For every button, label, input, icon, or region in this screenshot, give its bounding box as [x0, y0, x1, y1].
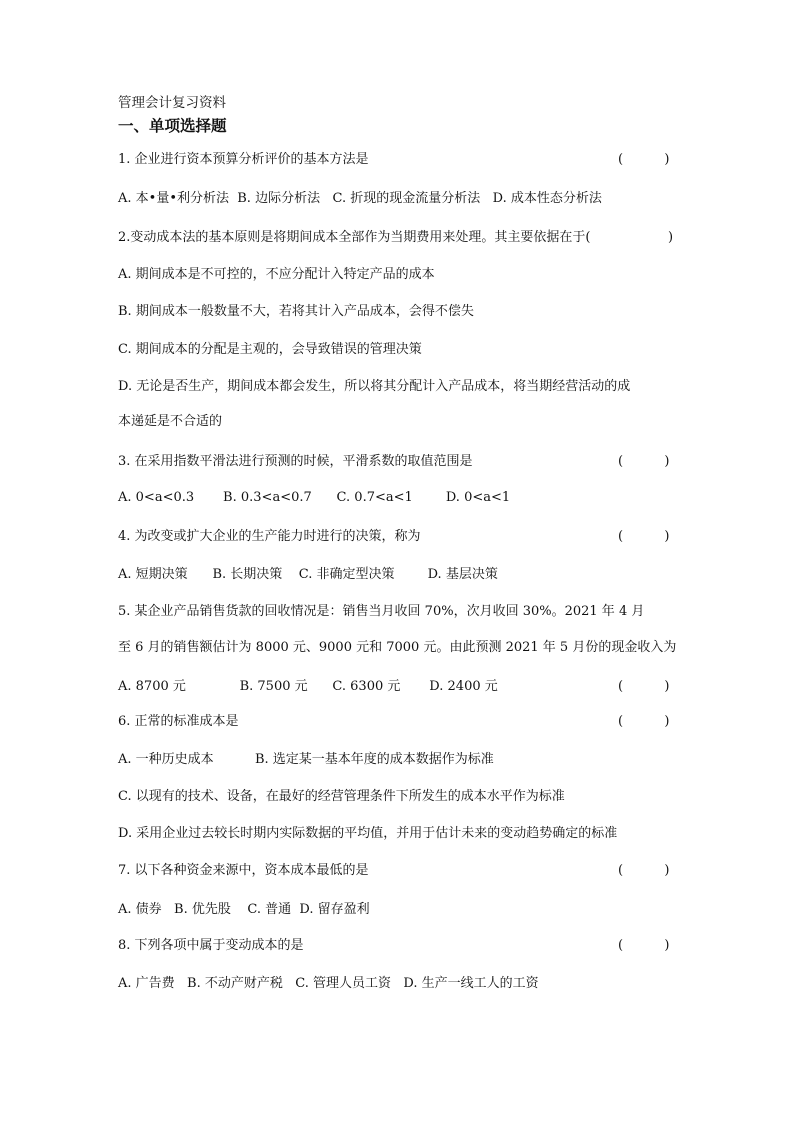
- document-line: A. 8700 元 B. 7500 元 C. 6300 元 D. 2400 元: [118, 679, 498, 694]
- document-line: D. 采用企业过去较长时期内实际数据的平均值，并用于估计未来的变动趋势确定的标准: [118, 826, 618, 841]
- document-line: A. 一种历史成本 B. 选定某一基本年度的成本数据作为标准: [118, 752, 494, 767]
- document-line: C. 以现有的技术、设备，在最好的经营管理条件下所发生的成本水平作为标准: [118, 789, 565, 804]
- answer-blank: ( ): [618, 863, 670, 878]
- document-line: D. 无论是否生产，期间成本都会发生，所以将其分配计入产品成本，将当期经营活动的成: [118, 379, 631, 394]
- document-line: A. 广告费 B. 不动产财产税 C. 管理人员工资 D. 生产一线工人的工资: [118, 976, 539, 991]
- document-title: 管理会计复习资料: [118, 95, 226, 111]
- document-line: 1. 企业进行资本预算分析评价的基本方法是: [118, 152, 369, 167]
- answer-blank: ( ): [618, 714, 670, 729]
- document-line: A. 短期决策 B. 长期决策 C. 非确定型决策 D. 基层决策: [118, 567, 498, 582]
- answer-blank: ( ): [618, 529, 670, 544]
- document-line: 8. 下列各项中属于变动成本的是: [118, 938, 304, 953]
- document-line: A. 本•量•利分析法 B. 边际分析法 C. 折现的现金流量分析法 D. 成本性态分析法: [118, 191, 602, 206]
- document-line: C. 期间成本的分配是主观的，会导致错误的管理决策: [118, 342, 422, 357]
- document-line: 2.变动成本法的基本原则是将期间成本全部作为当期费用来处理。其主要依据在于(: [118, 230, 591, 245]
- answer-blank: ( ): [618, 152, 670, 167]
- document-line: A. 期间成本是不可控的，不应分配计入特定产品的成本: [118, 267, 435, 282]
- document-line: A. 0<a<0.3 B. 0.3<a<0.7 C. 0.7<a<1 D. 0<a<1: [118, 490, 511, 505]
- document-line: 3. 在采用指数平滑法进行预测的时候，平滑系数的取值范围是: [118, 454, 473, 469]
- document-line: 4. 为改变或扩大企业的生产能力时进行的决策，称为: [118, 529, 421, 544]
- answer-blank: ( ): [618, 679, 670, 694]
- answer-blank: ( ): [618, 938, 670, 953]
- document-line: 5. 某企业产品销售货款的回收情况是：销售当月收回 70%，次月收回 30%。2021 年 4 月: [118, 604, 645, 619]
- answer-blank: ( ): [618, 454, 670, 469]
- section-heading: 一、单项选择题: [118, 117, 227, 135]
- document-line: 6. 正常的标准成本是: [118, 714, 239, 729]
- document-line: 本递延是不合适的: [118, 414, 223, 429]
- document-line: 7. 以下各种资金来源中，资本成本最低的是: [118, 863, 369, 878]
- document-line: B. 期间成本一般数量不大，若将其计入产品成本，会得不偿失: [118, 304, 474, 319]
- document-line: A. 债券 B. 优先股 C. 普通 D. 留存盈利: [118, 902, 370, 917]
- document-line: 至 6 月的销售额估计为 8000 元、9000 元和 7000 元。由此预测 2021 年 5 月份的现金收入为: [118, 640, 677, 655]
- answer-blank-close: ): [668, 230, 674, 245]
